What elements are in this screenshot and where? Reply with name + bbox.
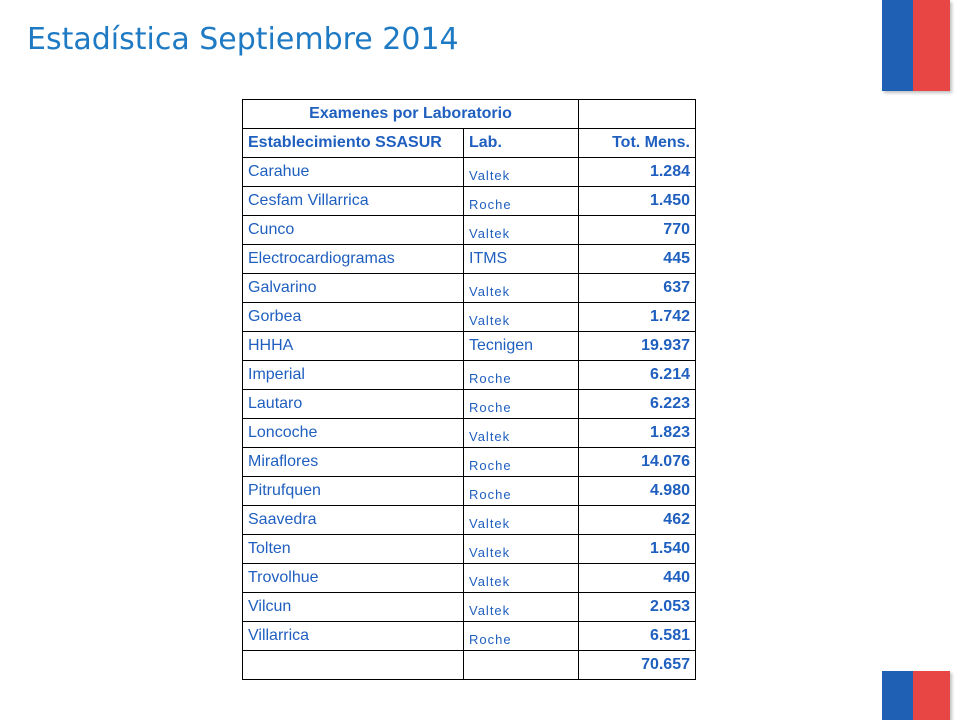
lab-label: ITMS bbox=[469, 250, 508, 267]
total-cell: 1.450 bbox=[579, 187, 696, 216]
lab-cell bbox=[464, 187, 579, 216]
establishment-cell: Vilcun bbox=[243, 593, 464, 622]
column-header-lab: Lab. bbox=[464, 129, 579, 158]
flag-blue-band bbox=[882, 671, 913, 720]
lab-cell bbox=[464, 216, 579, 245]
establishment-cell: Miraflores bbox=[243, 448, 464, 477]
column-header-total: Tot. Mens. bbox=[579, 129, 696, 158]
establishment-cell: Gorbea bbox=[243, 303, 464, 332]
lab-label: Roche bbox=[469, 458, 512, 473]
establishment-cell: Cunco bbox=[243, 216, 464, 245]
total-cell: 445 bbox=[579, 245, 696, 274]
lab-label: Valtek bbox=[469, 429, 511, 444]
lab-cell bbox=[464, 477, 579, 506]
lab-label: Valtek bbox=[469, 603, 511, 618]
lab-cell bbox=[464, 419, 579, 448]
lab-cell bbox=[464, 361, 579, 390]
lab-cell bbox=[464, 158, 579, 187]
lab-cell bbox=[464, 564, 579, 593]
total-cell: 1.284 bbox=[579, 158, 696, 187]
flag-red-band bbox=[913, 0, 950, 91]
total-cell: 770 bbox=[579, 216, 696, 245]
table-row bbox=[243, 158, 696, 187]
table-column-header-row bbox=[243, 129, 696, 158]
lab-label: Valtek bbox=[469, 313, 511, 328]
lab-cell bbox=[464, 390, 579, 419]
table-row bbox=[243, 448, 696, 477]
empty-cell bbox=[243, 651, 464, 680]
lab-cell bbox=[464, 303, 579, 332]
establishment-cell: Loncoche bbox=[243, 419, 464, 448]
table-row bbox=[243, 564, 696, 593]
lab-label: Valtek bbox=[469, 168, 511, 183]
establishment-cell: HHHA bbox=[243, 332, 464, 361]
lab-cell bbox=[464, 622, 579, 651]
table-row bbox=[243, 477, 696, 506]
empty-cell bbox=[464, 651, 579, 680]
column-header-establishment: Establecimiento SSASUR bbox=[243, 129, 464, 158]
table-row bbox=[243, 245, 696, 274]
flag-blue-band bbox=[882, 0, 913, 91]
lab-label: Tecnigen bbox=[469, 337, 534, 354]
table-row bbox=[243, 274, 696, 303]
lab-cell bbox=[464, 448, 579, 477]
table-top-header-row bbox=[243, 100, 696, 129]
lab-label: Roche bbox=[469, 487, 512, 502]
table-row bbox=[243, 419, 696, 448]
lab-label: Valtek bbox=[469, 545, 511, 560]
table-row bbox=[243, 216, 696, 245]
lab-label: Roche bbox=[469, 400, 512, 415]
table-row bbox=[243, 390, 696, 419]
total-cell: 462 bbox=[579, 506, 696, 535]
lab-label: Valtek bbox=[469, 284, 511, 299]
lab-label: Valtek bbox=[469, 226, 511, 241]
establishment-cell: Cesfam Villarrica bbox=[243, 187, 464, 216]
table-row bbox=[243, 622, 696, 651]
lab-cell bbox=[464, 535, 579, 564]
total-cell: 6.214 bbox=[579, 361, 696, 390]
table-row bbox=[243, 303, 696, 332]
grand-total-row bbox=[243, 651, 696, 680]
flag-logo-top bbox=[882, 0, 950, 91]
total-cell: 1.540 bbox=[579, 535, 696, 564]
lab-label: Roche bbox=[469, 371, 512, 386]
total-cell: 14.076 bbox=[579, 448, 696, 477]
table-row bbox=[243, 535, 696, 564]
grand-total-cell: 70.657 bbox=[579, 651, 696, 680]
exams-by-lab-table bbox=[242, 99, 696, 680]
establishment-cell: Villarrica bbox=[243, 622, 464, 651]
table-row bbox=[243, 593, 696, 622]
establishment-cell: Electrocardiogramas bbox=[243, 245, 464, 274]
total-cell: 440 bbox=[579, 564, 696, 593]
total-cell: 6.223 bbox=[579, 390, 696, 419]
lab-cell bbox=[464, 506, 579, 535]
table-row bbox=[243, 332, 696, 361]
lab-label: Roche bbox=[469, 197, 512, 212]
total-cell: 6.581 bbox=[579, 622, 696, 651]
flag-red-band bbox=[913, 671, 950, 720]
lab-cell bbox=[464, 332, 579, 361]
total-cell: 637 bbox=[579, 274, 696, 303]
lab-label: Valtek bbox=[469, 574, 511, 589]
establishment-cell: Lautaro bbox=[243, 390, 464, 419]
lab-label: Valtek bbox=[469, 516, 511, 531]
total-cell: 1.823 bbox=[579, 419, 696, 448]
top-header-cell: Examenes por Laboratorio bbox=[243, 100, 579, 129]
lab-cell bbox=[464, 593, 579, 622]
establishment-cell: Trovolhue bbox=[243, 564, 464, 593]
table-row bbox=[243, 187, 696, 216]
lab-label: Roche bbox=[469, 632, 512, 647]
establishment-cell: Pitrufquen bbox=[243, 477, 464, 506]
total-cell: 19.937 bbox=[579, 332, 696, 361]
lab-cell bbox=[464, 245, 579, 274]
lab-cell bbox=[464, 274, 579, 303]
total-cell: 2.053 bbox=[579, 593, 696, 622]
establishment-cell: Tolten bbox=[243, 535, 464, 564]
table-row bbox=[243, 506, 696, 535]
establishment-cell: Imperial bbox=[243, 361, 464, 390]
page-title: Estadística Septiembre 2014 bbox=[27, 22, 459, 57]
flag-logo-bottom bbox=[882, 671, 950, 720]
empty-header-cell bbox=[579, 100, 696, 129]
total-cell: 1.742 bbox=[579, 303, 696, 332]
establishment-cell: Saavedra bbox=[243, 506, 464, 535]
total-cell: 4.980 bbox=[579, 477, 696, 506]
establishment-cell: Carahue bbox=[243, 158, 464, 187]
establishment-cell: Galvarino bbox=[243, 274, 464, 303]
table-row bbox=[243, 361, 696, 390]
